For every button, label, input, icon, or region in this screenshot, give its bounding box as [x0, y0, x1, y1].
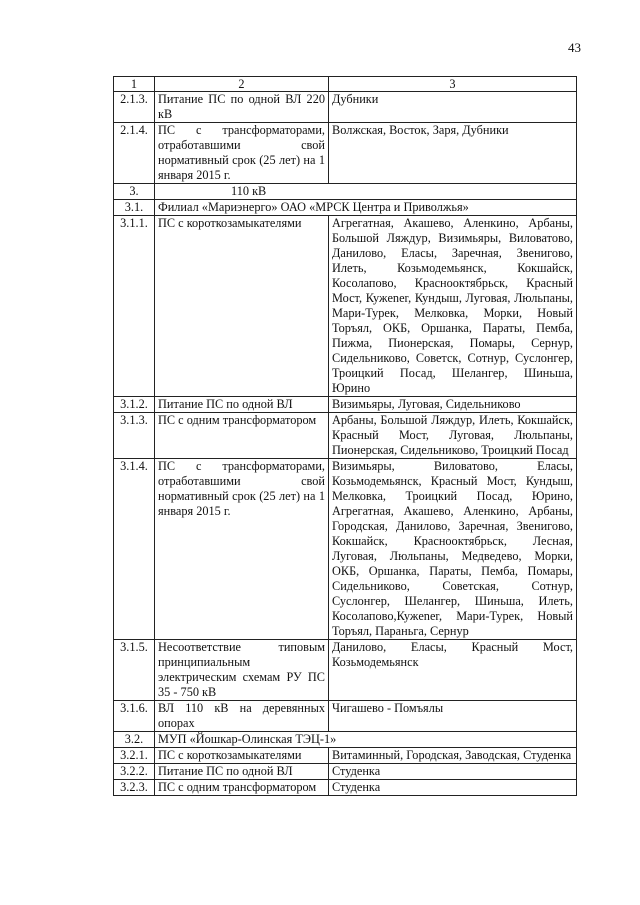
- table-row: [114, 123, 577, 184]
- row-description: ПС с трансформаторами, отработавшими свой нормативный срок (25 лет) на 1 января 2015 г.: [155, 123, 329, 184]
- row-description: Питание ПС по одной ВЛ: [155, 397, 329, 413]
- row-number: 2.1.4.: [114, 123, 155, 184]
- row-number: 3.1.: [114, 200, 155, 216]
- row-value: Агрегатная, Акашево, Аленкино, Арбаны, Большой Ляждур, Визимьяры, Виловатово, Данилово, Еласы, Заречная, Звенигово, Илеть, Козьмодемьянск, Кокшайск, Косолапово, Краснооктябрьск, Красный Мост, Кужener, Кундыш, Луговая, Люльпаны, Мари-Турек, Мелковка, Морки, Новый Торъял, ОКБ, Оршанка, Параты, Пемба, Пижма, Пионерская, Помары, Сернур, Сидельниково, Советск, Сотнур, Суслонгер, Троицкий Посад, Шелангер, Шиньша, Юрино: [329, 216, 577, 397]
- table-row: [114, 92, 577, 123]
- row-number: 3.1.4.: [114, 459, 155, 640]
- header-col-1: 1: [114, 77, 155, 92]
- table-row: [114, 732, 577, 748]
- row-description: ВЛ 110 кВ на деревянных опорах: [155, 701, 329, 732]
- row-value: Витаминный, Городская, Заводская, Студенка: [329, 748, 577, 764]
- table-row: [114, 748, 577, 764]
- row-number: 3.1.1.: [114, 216, 155, 397]
- row-number: 3.2.: [114, 732, 155, 748]
- table-row: [114, 701, 577, 732]
- section-title: Филиал «Мариэнерго» ОАО «МРСК Центра и Приволжья»: [155, 200, 577, 216]
- row-number: 3.2.3.: [114, 780, 155, 796]
- table-row: [114, 780, 577, 796]
- row-number: 2.1.3.: [114, 92, 155, 123]
- row-number: 3.2.1.: [114, 748, 155, 764]
- table-row: [114, 764, 577, 780]
- table-header-row: [114, 77, 577, 92]
- row-description: ПС с одним трансформатором: [155, 780, 329, 796]
- section-title: 110 кВ: [155, 184, 577, 200]
- table-row: [114, 640, 577, 701]
- row-value: Арбаны, Большой Ляждур, Илеть, Кокшайск, Красный Мост, Луговая, Люльпаны, Пионерская, Сидельниково, Троицкий Посад: [329, 413, 577, 459]
- table-row: [114, 200, 577, 216]
- header-col-2: 2: [155, 77, 329, 92]
- table-row: [114, 459, 577, 640]
- row-description: Питание ПС по одной ВЛ: [155, 764, 329, 780]
- section-title: МУП «Йошкар-Олинская ТЭЦ-1»: [155, 732, 577, 748]
- table-row: [114, 184, 577, 200]
- table-row: [114, 397, 577, 413]
- row-description: ПС с короткозамыкателями: [155, 748, 329, 764]
- row-value: Студенка: [329, 780, 577, 796]
- header-col-3: 3: [329, 77, 577, 92]
- row-description: Питание ПС по одной ВЛ 220 кВ: [155, 92, 329, 123]
- table-row: [114, 216, 577, 397]
- row-value: Чигашево - Помъялы: [329, 701, 577, 732]
- row-value: Визимьяры, Виловатово, Еласы, Козьмодемьянск, Красный Мост, Кундыш, Мелковка, Троицкий Посад, Юрино, Агрегатная, Акашево, Аленкино, Арбаны, Городская, Данилово, Заречная, Звенигово, Кокшайск, Краснооктябрьск, Лесная, Луговая, Люльпаны, Медведево, Морки, ОКБ, Оршанка, Параты, Пемба, Помары, Сидельниково, Советская, Сотнур, Суслонгер, Шелангер, Шиньша, Илеть, Косолапово,Кужener, Мари-Турек, Новый Торъял, Параньга, Сернур: [329, 459, 577, 640]
- row-description: Несоответствие типовым принципиальным электрическим схемам РУ ПС 35 - 750 кВ: [155, 640, 329, 701]
- row-description: ПС с одним трансформатором: [155, 413, 329, 459]
- row-description: ПС с короткозамыкателями: [155, 216, 329, 397]
- data-table: [113, 76, 577, 796]
- row-value: Студенка: [329, 764, 577, 780]
- row-number: 3.1.5.: [114, 640, 155, 701]
- row-number: 3.1.2.: [114, 397, 155, 413]
- row-number: 3.2.2.: [114, 764, 155, 780]
- table-row: [114, 413, 577, 459]
- row-number: 3.1.6.: [114, 701, 155, 732]
- row-value: Визимьяры, Луговая, Сидельниково: [329, 397, 577, 413]
- row-value: Данилово, Еласы, Красный Мост, Козьмодемьянск: [329, 640, 577, 701]
- row-value: Волжская, Восток, Заря, Дубники: [329, 123, 577, 184]
- row-number: 3.: [114, 184, 155, 200]
- row-value: Дубники: [329, 92, 577, 123]
- row-number: 3.1.3.: [114, 413, 155, 459]
- row-description: ПС с трансформаторами, отработавшими свой нормативный срок (25 лет) на 1 января 2015 г.: [155, 459, 329, 640]
- page-number: 43: [568, 40, 581, 55]
